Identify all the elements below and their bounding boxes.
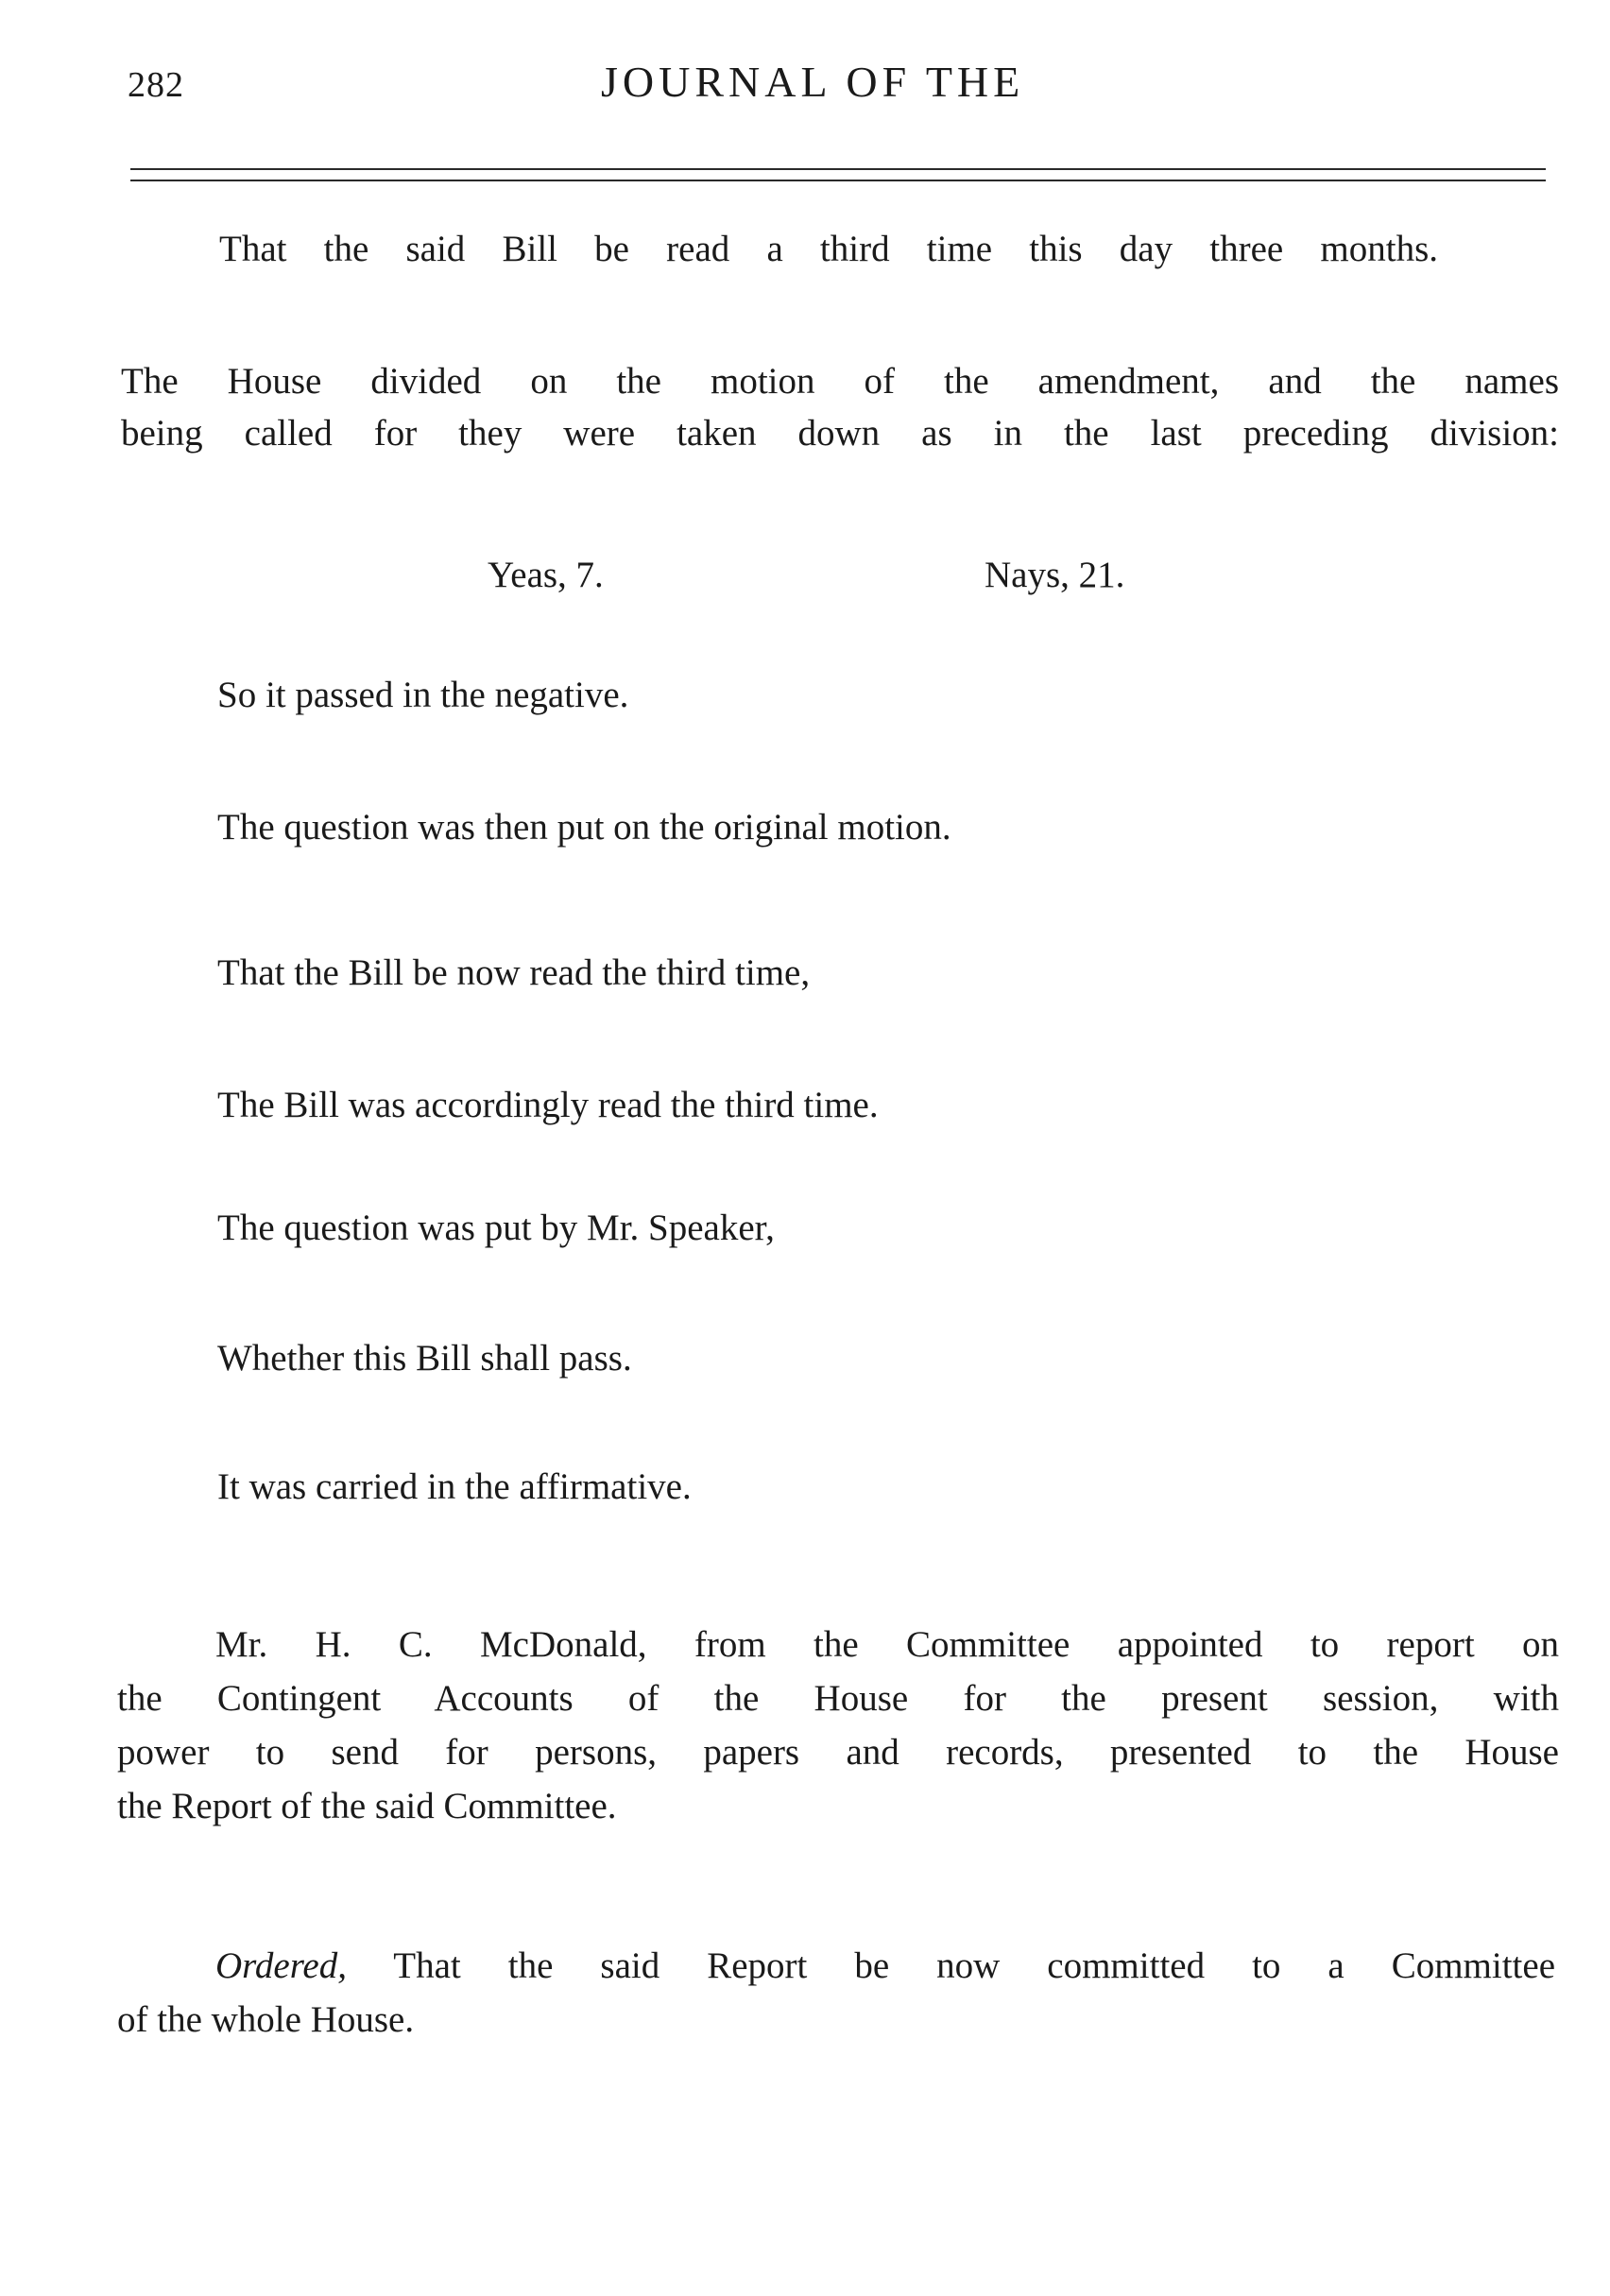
- paragraph-amendment: That the said Bill be read a third time this day three months.: [219, 229, 1438, 269]
- paragraph-division: [121, 355, 1559, 459]
- paragraph-third-reading: The Bill was accordingly read the third time.: [217, 1085, 879, 1125]
- header-rule-bottom: [130, 180, 1546, 181]
- paragraph-ordered: [117, 1939, 1555, 2047]
- paragraph-line: being called for they were taken down as in the last preceding division:: [121, 413, 1559, 454]
- paragraph-line: the Report of the said Committee.: [117, 1786, 617, 1826]
- paragraph-committee-report: [117, 1618, 1559, 1833]
- ordered-text: That the said Report be now committed to a Committee: [393, 1945, 1556, 1986]
- paragraph-negative: So it passed in the negative.: [217, 675, 629, 715]
- nays-count: Nays, 21.: [985, 555, 1125, 595]
- paragraph-original-motion: The question was then put on the original motion.: [217, 807, 951, 848]
- paragraph-line: of the whole House.: [117, 1999, 415, 2040]
- running-head: JOURNAL OF THE: [601, 58, 1025, 106]
- paragraph-line: The House divided on the motion of the amendment, and the names: [121, 361, 1559, 402]
- paragraph-line: Mr. H. C. McDonald, from the Committee appointed to report on: [215, 1624, 1559, 1665]
- paragraph-affirmative: It was carried in the affirmative.: [217, 1466, 692, 1507]
- paragraph-line: the Contingent Accounts of the House for the present session, with: [117, 1678, 1559, 1719]
- paragraph-line: power to send for persons, papers and records, presented to the House: [117, 1732, 1559, 1773]
- yeas-count: Yeas, 7.: [488, 555, 604, 595]
- paragraph-whether-pass: Whether this Bill shall pass.: [217, 1338, 632, 1379]
- paragraph-third-reading-motion: That the Bill be now read the third time,: [217, 952, 811, 993]
- header-rule-top: [130, 168, 1546, 170]
- page-number: 282: [128, 65, 184, 105]
- ordered-label: Ordered,: [215, 1945, 347, 1986]
- paragraph-question-put: The question was put by Mr. Speaker,: [217, 1208, 775, 1248]
- paragraph-line: [117, 1939, 1555, 1993]
